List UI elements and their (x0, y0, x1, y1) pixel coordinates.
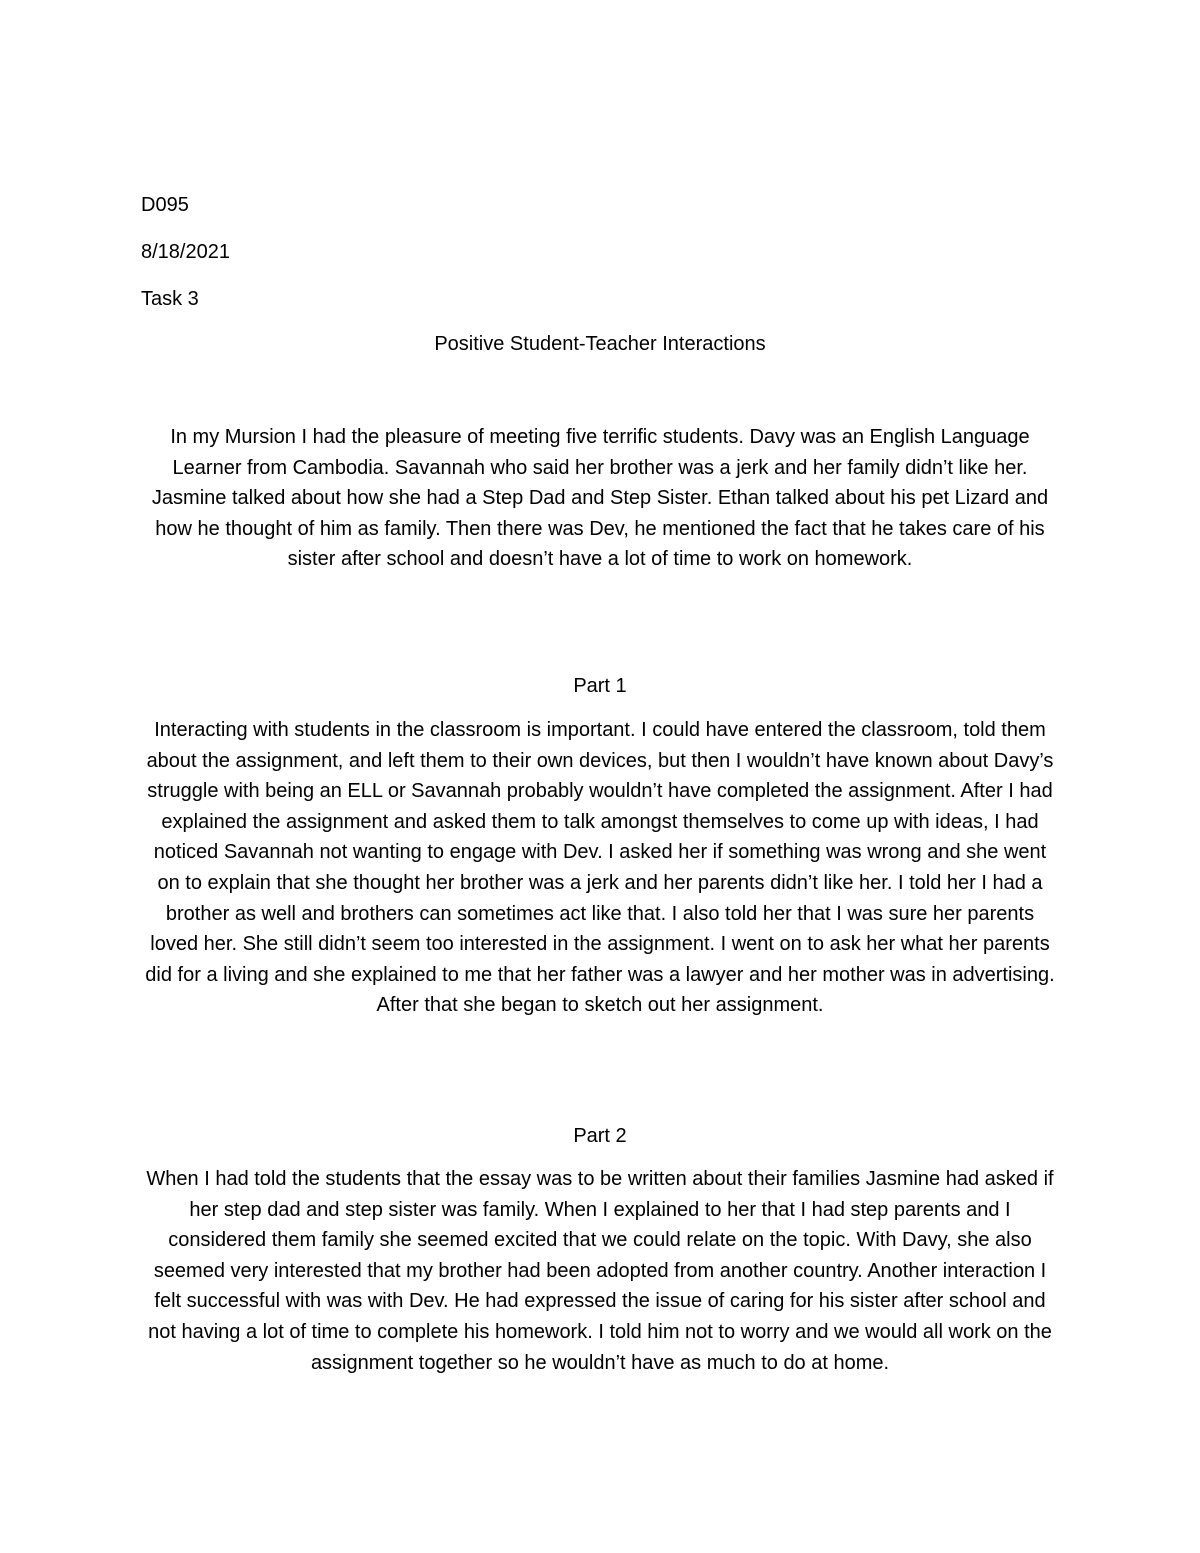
part-2-paragraph: When I had told the students that the essay was to be written about their families Jasmine had asked if her step dad and step sister was family. When I explained to her that I had step parents and I considered them family she seemed excited that we could relate on the topic. With Davy, she also seemed very interested that my brother had been adopted from another country. Another interaction I felt successful with was with Dev. He had expressed the issue of caring for his sister after school and not having a lot of time to complete his homework. I told him not to worry and we would all work on the assignment together so he wouldn’t have as much to do at home. (146, 1168, 1054, 1374)
document-title: Positive Student-Teacher Interactions (434, 333, 766, 355)
part-1-paragraph: Interacting with students in the classroom is important. I could have entered the classroom, told them about the assignment, and left them to their own devices, but then I wouldn’t have known about Davy’s struggle with being an ELL or Savannah probably wouldn’t have completed the assignment. After I had explained the assignment and asked them to talk amongst themselves to come up with ideas, I had noticed Savannah not wanting to engage with Dev. I asked her if something was wrong and she went on to explain that she thought her brother was a jerk and her parents didn’t like her. I told her I had a brother as well and brothers can sometimes act like that. I also told her that I was sure her parents loved her. She still didn’t seem too interested in the assignment. I went on to ask her what her parents did for a living and she explained to me that her father was a lawyer and her mother was in advertising. After that she began to sketch out her assignment. (145, 719, 1055, 1017)
intro-paragraph: In my Mursion I had the pleasure of meeting five terrific students. Davy was an English Language Learner from Cambodia. Savannah who said her brother was a jerk and her family didn’t like her. Jasmine talked about how she had a Step Dad and Step Sister. Ethan talked about his pet Lizard and how he thought of him as family. Then there was Dev, he mentioned the fact that he takes care of his sister after school and doesn’t have a lot of time to work on homework. (151, 426, 1049, 571)
task-label: Task 3 (141, 288, 199, 310)
document-date: 8/18/2021 (141, 241, 230, 263)
part-2-heading: Part 2 (573, 1125, 627, 1147)
course-code: D095 (141, 194, 189, 216)
part-1-heading: Part 1 (573, 675, 627, 697)
